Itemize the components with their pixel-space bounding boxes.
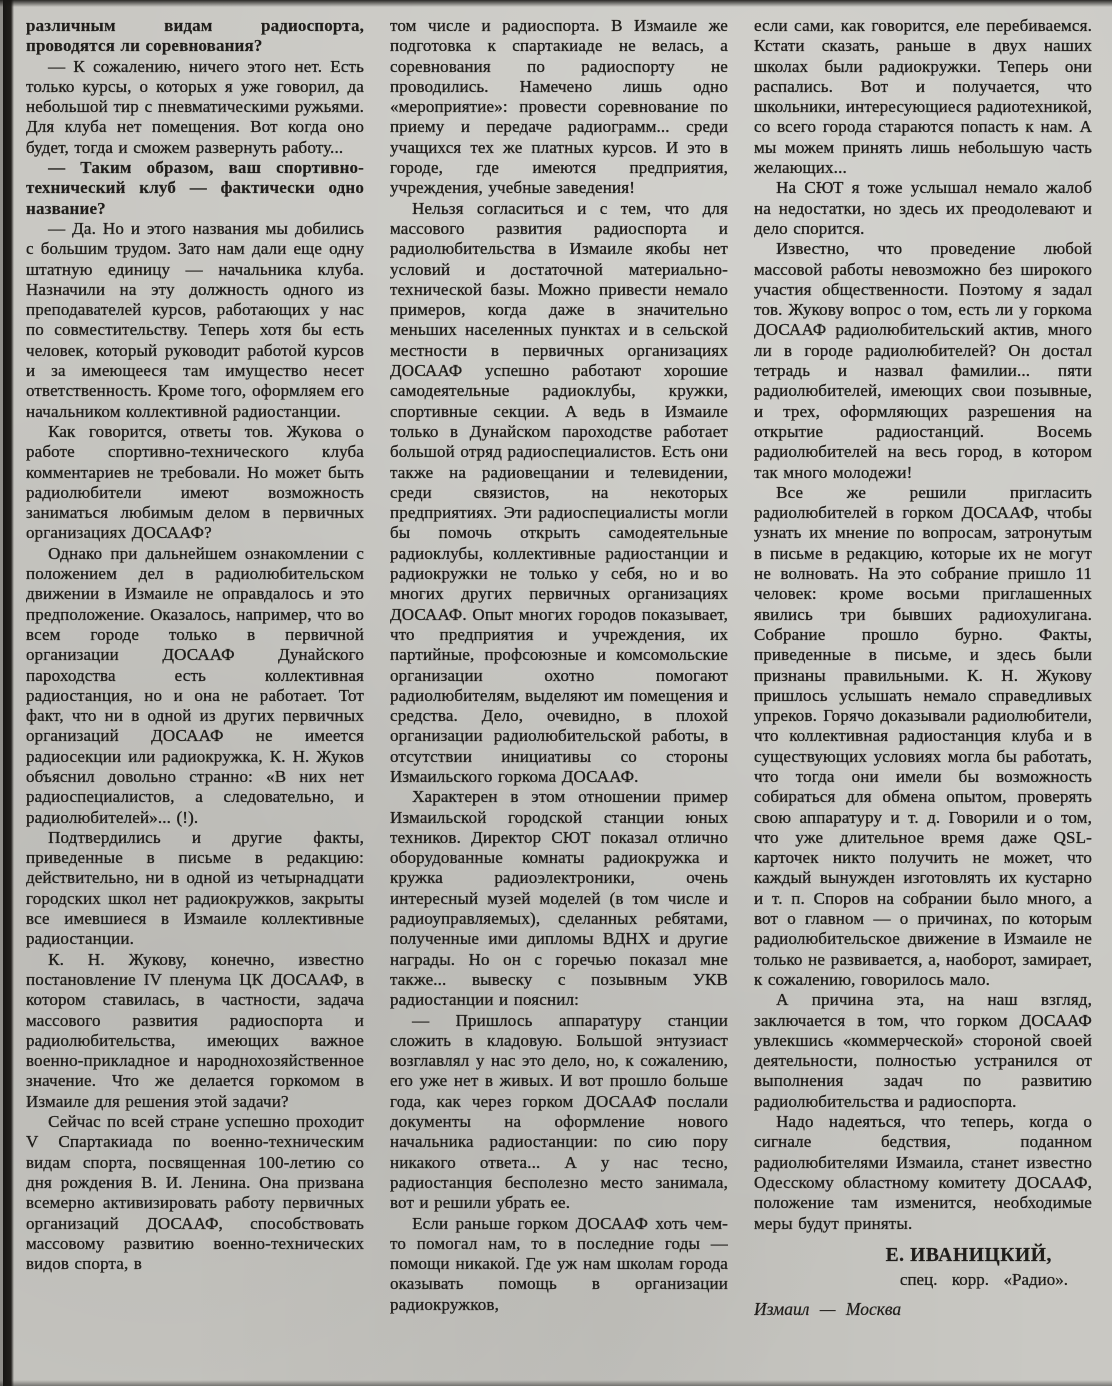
author-role: спец. корр. «Радио». — [899, 1269, 1068, 1289]
column-1-text — [26, 16, 364, 1274]
article-paragraph: Нельзя согласиться и с тем, что для массового развития радиоспорта и радиолюбительства в Измаиле якобы нет условий и достаточной материально-технической базы. Можно привести немало примеров, когда даже в значительно меньших населенных пунктах и в сельской местности в первичных организациях ДОСААФ успешно работают хорошие самодеятельные радиоклубы, кружки, спортивные секции. А ведь в Измаиле только в Дунайском пароходстве работает большой отряд радиоспециалистов. Есть они также на радиовещании и телевидении, среди связистов, на некоторых предприятиях. Эти радиоспециалисты могли бы помочь открыть самодеятельные радиоклубы, коллективные радиостанции и радиокружки не только у себя, но и во многих других первичных организациях ДОСААФ. Опыт многих городов показывает, что предприятия и учреждения, их партийные, профсоюзные и комсомольские организации охотно помогают радиолюбителям, выделяют им помещения и средства. Дело, очевидно, в плохой организации радиолюбительской работы, в отсутствии инициативы со стороны Измаильского горкома ДОСААФ. — [390, 198, 728, 786]
article-paragraph: Как говорится, ответы тов. Жукова о работе спортивно-технического клуба комментариев не требовали. Но может быть радиолюбители имеют возможность заниматься любимым делом в первичных организациях ДОСААФ? — [26, 421, 364, 543]
article-paragraph: — Да. Но и этого названия мы добились с большим трудом. Зато нам дали еще одну штатную единицу — начальника клуба. Назначили на эту должность одного из преподавателей курсов, работающих у нас по совместительству. Теперь хотя бы есть человек, который руководит работой курсов и за имеющееся там имущество несет ответственность. Кроме того, оформляем его начальником коллективной радиостанции. — [26, 218, 364, 421]
article-signature — [754, 1244, 1092, 1320]
article-paragraph: Надо надеяться, что теперь, когда о сигнале бедствия, поданном радиолюбителями Измаила, станет известно Одесскому областному комитету ДОСААФ, положение там изменится, необходимые меры будут приняты. — [754, 1112, 1092, 1233]
article-paragraph: Сейчас по всей стране успешно проходит V Спартакиада по военно-техническим видам спорта, посвященная 100-летию со дня рождения В. И. Ленина. Она призвана всемерно активизировать работу первичных организаций ДОСААФ, способствовать массовому развитию военно-технических видов спорта, в — [26, 1112, 364, 1274]
column-3-text — [754, 16, 1092, 1234]
scan-bottom-edge — [0, 1380, 1112, 1386]
scan-left-edge — [0, 0, 14, 1386]
article-paragraph: том числе и радиоспорта. В Измаиле же подготовка к спартакиаде не велась, а соревнования по радиоспорту не проводились. Намечено лишь одно «мероприятие»: провести соревнование по приему и передаче радиограмм... среди учащихся тех же платных курсов. И это в городе, где имеются предприятия, учреждения, учебные заведения! — [390, 16, 728, 198]
article-column-3 — [754, 16, 1092, 1380]
article-paragraph: Если раньше горком ДОСААФ хоть чем-то помогал нам, то в последние годы — помощи никакой. Где уж нам школам города оказывать помощь в организации радиокружков, — [390, 1213, 728, 1314]
dateline: Измаил — Москва — [754, 1298, 902, 1319]
article-paragraph: Подтвердились и другие факты, приведенные в письме в редакцию: действительно, ни в одной из четырнадцати городских школ нет радиокружков, закрыты все имевшиеся в Измаиле коллективные радиостанции. — [26, 827, 364, 949]
article-paragraph: К. Н. Жукову, конечно, известно постановление IV пленума ЦК ДОСААФ, в котором ставилась, в частности, задача массового развития радиоспорта и радиолюбительства, имеющих важное военно-прикладное и народнохозяйственное значение. Что же делается горкомом в Измаиле для решения этой задачи? — [26, 949, 364, 1111]
article-paragraph: А причина эта, на наш взгляд, заключается в том, что горком ДОСААФ увлекшись «коммерческой» стороной своей деятельности, полностью устранился от выполнения задач по развитию радиолюбительства и радиоспорта. — [754, 990, 1092, 1111]
column-2-text — [390, 16, 728, 1315]
article-paragraph: Все же решили пригласить радиолюбителей в горком ДОСААФ, чтобы узнать их мнение по вопросам, затронутым в письме в редакцию, которые их не могут не волновать. На это собрание пришло 11 человек: кроме восьми приглашенных явились три бывших радиохулигана. Собрание прошло бурно. Факты, приведенные в письме, и здесь были признаны правильными. К. Н. Жукову пришлось услышать немало справедливых упреков. Горячо доказывали радиолюбители, что коллективная радиостанция клуба и в существующих условиях могла бы работать, что тогда они имели бы возможность собираться для обмена опытом, проверять свою аппаратуру и т. д. Говорили и о том, что уже длительное время даже QSL-карточек никто получить не может, что каждый вынужден изготовлять их кустарно и т. п. Споров на собрании было много, а вот о главном — о причинах, по которым радиолюбительское движение в Измаиле не только не развивается, а, наоборот, замирает, к сожалению, говорилось мало. — [754, 482, 1092, 989]
author-signature: Е. ИВАНИЦКИЙ, — [885, 1244, 1052, 1266]
article-column-1 — [26, 16, 364, 1380]
article-paragraph: На СЮТ я тоже услышал немало жалоб на недостатки, но здесь их преодолевают и дело спорится. — [754, 178, 1092, 238]
article-column-2 — [390, 16, 728, 1380]
article-paragraph: если сами, как говорится, еле перебиваемся. Кстати сказать, раньше в двух наших школах были радиокружки. Теперь они распались. Вот и получается, что школьники, интересующиеся радиотехникой, со всего города стараются попасть к нам. А мы можем принять лишь небольшую часть желающих... — [754, 16, 1092, 178]
article-paragraph: — К сожалению, ничего этого нет. Есть только курсы, о которых я уже говорил, да небольшой тир с пневматическими ружьями. Для клуба нет помещения. Вот когда оно будет, тогда и сможем развернуть работу... — [26, 56, 364, 157]
article-paragraph: Характерен в этом отношении пример Измаильской городской станции юных техников. Директор СЮТ показал отлично оборудованные комнаты радиокружка и кружка радиоэлектроники, очень интересный музей моделей (в том числе и радиоуправляемых), сделанных ребятами, полученные ими дипломы ВДНХ и другие награды. Но он с горечью показал мне также... вывеску с позывным УКВ радиостанции и пояснил: — [390, 787, 728, 1010]
interview-question-paragraph: — Таким образом, ваш спортивно-технический клуб — фактически одно название? — [26, 158, 364, 218]
article-paragraph: — Пришлось аппаратуру станции сложить в кладовую. Большой энтузиаст возглавлял у нас это дело, но, к сожалению, его уже нет в живых. И вот прошло больше года, как через горком ДОСААФ послали документы на оформление нового начальника радиостанции: по сию пору никакого ответа... А у нас тесно, радиостанция бесполезно место занимала, вот и решили убрать ее. — [390, 1010, 728, 1213]
article-paragraph: Однако при дальнейшем ознакомлении с положением дел в радиолюбительском движении в Измаиле не оправдалось и это предположение. Оказалось, например, что во всем городе только в первичной организации ДОСААФ Дунайского пароходства есть коллективная радиостанция, но и она не работает. Тот факт, что ни в одной из других первичных организаций ДОСААФ не имеется радиосекции или радиокружка, К. Н. Жуков объяснил довольно странно: «В них нет радиоспециалистов, а следовательно, и радиолюбителей»... (!). — [26, 543, 364, 827]
interview-question-paragraph: различным видам радиоспорта, проводятся ли соревнования? — [26, 16, 364, 56]
scan-top-edge — [0, 0, 1112, 7]
article-paragraph: Известно, что проведение любой массовой работы невозможно без широкого участия общественности. Поэтому я задал тов. Жукову вопрос о том, есть ли у горкома ДОСААФ радиолюбительский актив, много ли в городе радиолюбителей? Он достал тетрадь и назвал фамилии... пяти радиолюбителей, имеющих свои позывные, и трех, оформляющих разрешения на открытие радиостанций. Восемь радиолюбителей на весь город, в котором так много молодежи! — [754, 239, 1092, 482]
